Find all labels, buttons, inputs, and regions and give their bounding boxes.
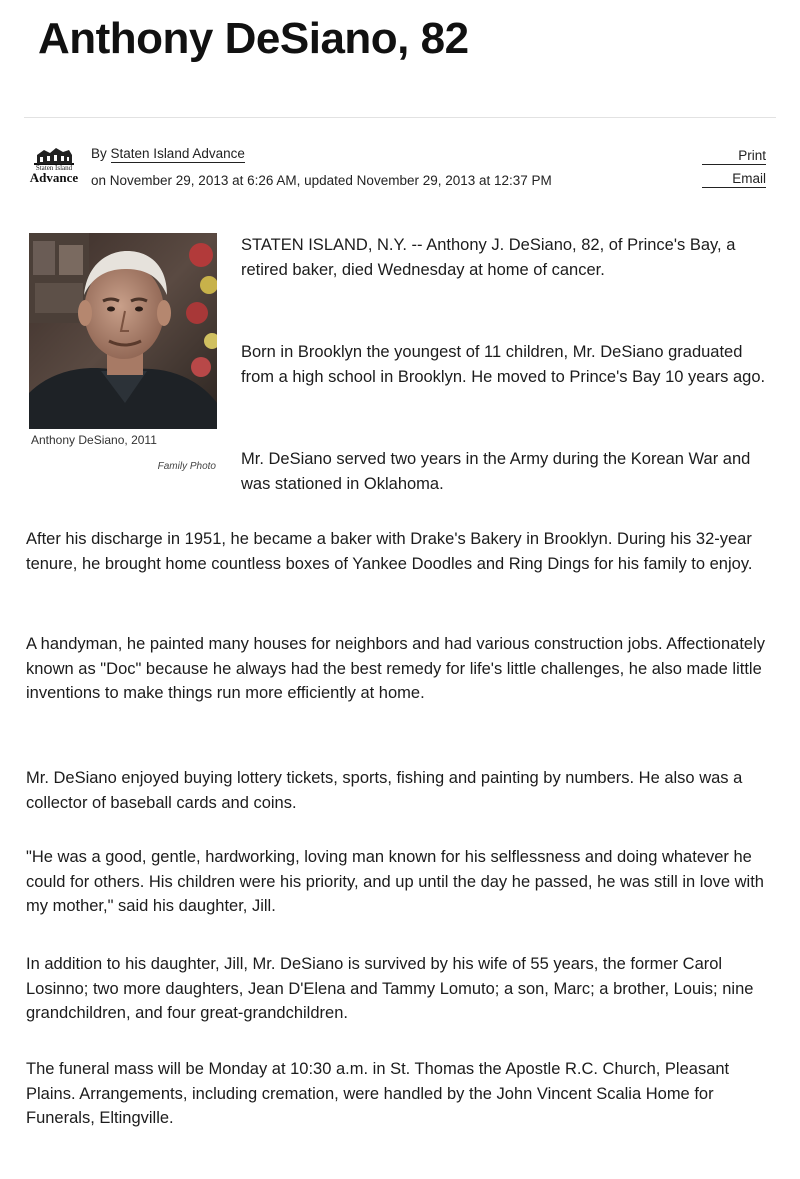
- article-tools: [702, 148, 766, 194]
- article-headline: Anthony DeSiano, 82: [38, 14, 469, 63]
- paragraph-2: Born in Brooklyn the youngest of 11 children, Mr. DeSiano graduated from a high school in Brooklyn. He moved to Prince's Bay 10 years ago.: [241, 343, 766, 386]
- logo-small-text: Staten Island: [35, 164, 73, 172]
- photo-caption: Anthony DeSiano, 2011: [31, 433, 157, 447]
- paragraph-7: "He was a good, gentle, hardworking, loving man known for his selflessness and doing whatever he could for others. His children were his priority, and up until the day he passed, he was still in love with my mother," said his daughter, Jill.: [26, 848, 764, 916]
- paragraph-5: A handyman, he painted many houses for neighbors and had various construction jobs. Affectionately known as "Doc" because he always had the best remedy for life's little challenges, he also made little inventions to make things run more efficiently at home.: [26, 635, 766, 703]
- advance-logo: [28, 144, 80, 188]
- logo-main-text: Advance: [29, 170, 79, 185]
- building-sketch-icon: [32, 144, 76, 166]
- paragraph-3: Mr. DeSiano served two years in the Army during the Korean War and was stationed in Oklahoma.: [241, 450, 751, 493]
- portrait-image: [29, 233, 217, 429]
- byline: [91, 146, 245, 161]
- byline-prefix: By: [91, 146, 107, 161]
- paragraph-4: After his discharge in 1951, he became a baker with Drake's Bakery in Brooklyn. During his 32-year tenure, he brought home countless boxes of Yankee Doodles and Ring Dings for his family to enjoy.: [26, 530, 753, 573]
- paragraph-9: The funeral mass will be Monday at 10:30 a.m. in St. Thomas the Apostle R.C. Church, Pleasant Plains. Arrangements, including cremation, were handled by the John Vincent Scalia Home for Funerals, Eltingville.: [26, 1060, 730, 1128]
- paragraph-1: STATEN ISLAND, N.Y. -- Anthony J. DeSiano, 82, of Prince's Bay, a retired baker, died Wednesday at home of cancer.: [241, 236, 736, 279]
- paragraph-8: In addition to his daughter, Jill, Mr. DeSiano is survived by his wife of 55 years, the former Carol Losinno; two more daughters, Jean D'Elena and Tammy Lomuto; a son, Marc; a brother, Louis; nine grandchildren, and four great-grandchildren.: [26, 955, 754, 1023]
- paragraph-6: Mr. DeSiano enjoyed buying lottery tickets, sports, fishing and painting by numbers. He also was a collector of baseball cards and coins.: [26, 769, 743, 812]
- print-link[interactable]: Print: [702, 148, 766, 165]
- photo-credit: Family Photo: [157, 461, 216, 472]
- author-link[interactable]: Staten Island Advance: [110, 146, 245, 161]
- email-link[interactable]: Email: [702, 171, 766, 188]
- portrait-photo: [29, 233, 217, 429]
- divider: [24, 117, 776, 118]
- dateline: on November 29, 2013 at 6:26 AM, updated November 29, 2013 at 12:37 PM: [91, 173, 552, 188]
